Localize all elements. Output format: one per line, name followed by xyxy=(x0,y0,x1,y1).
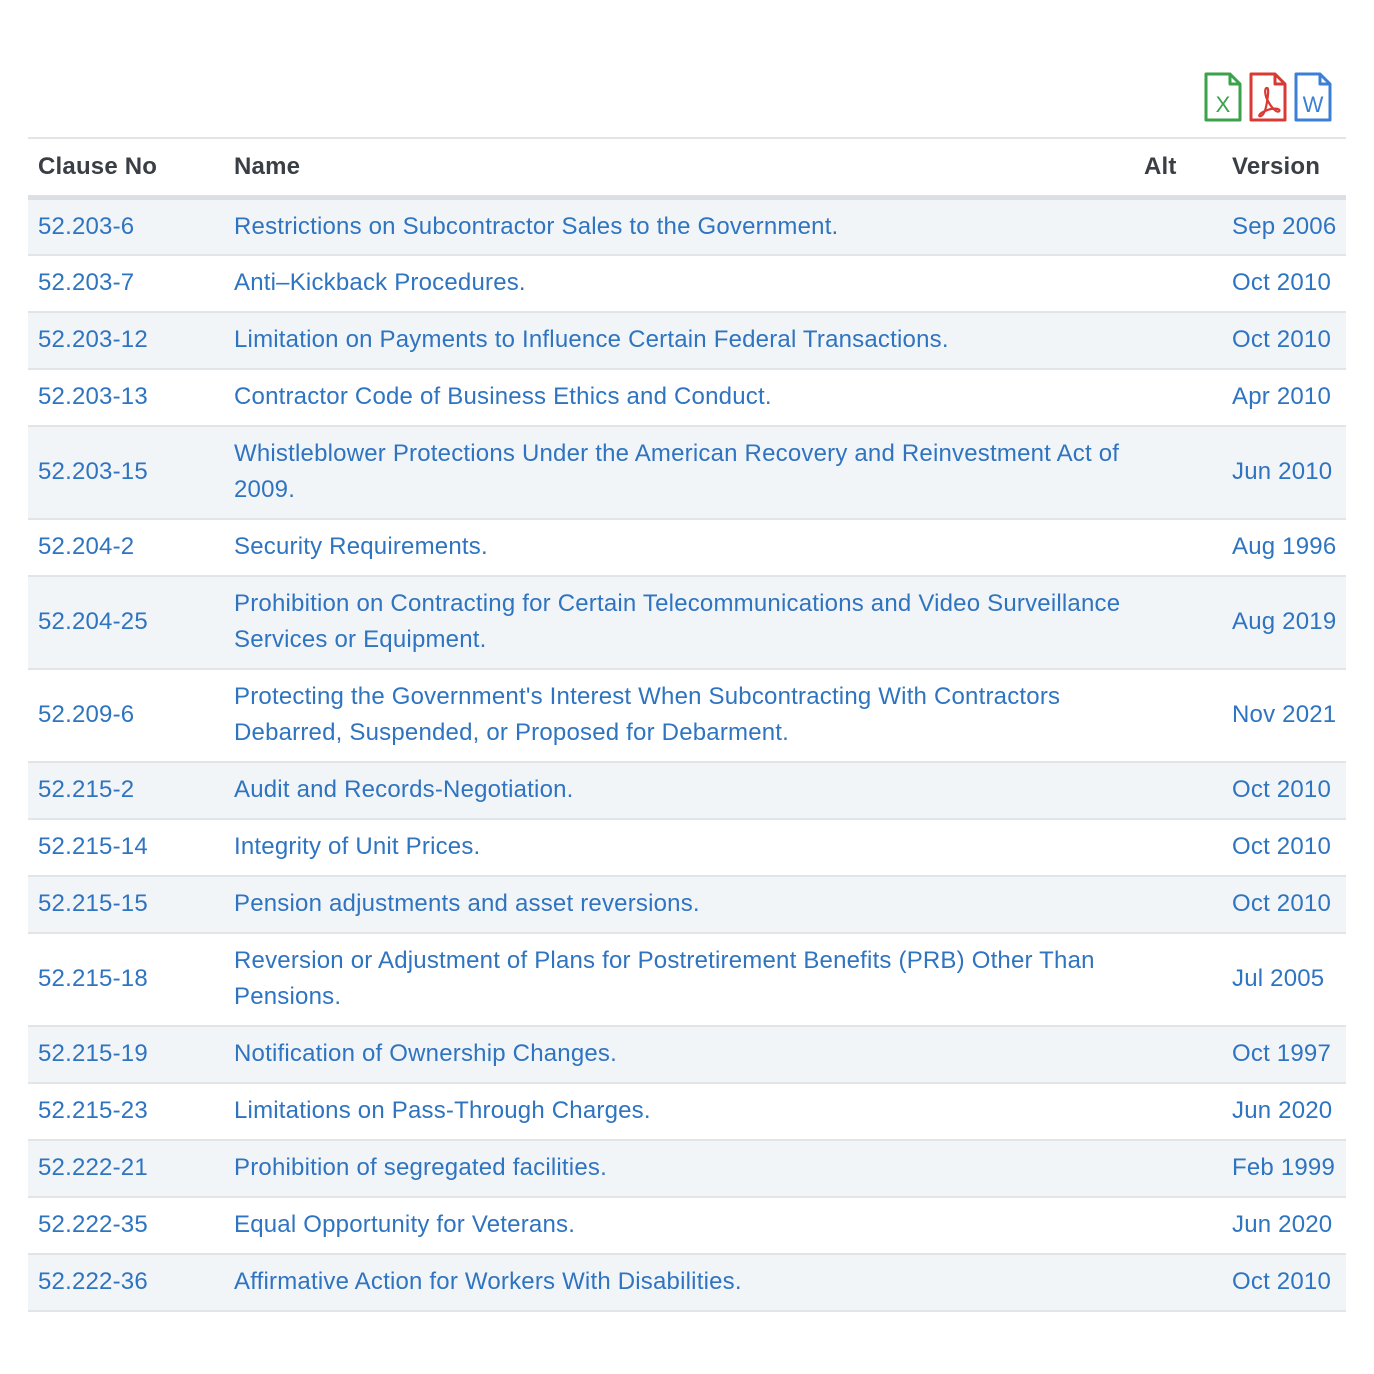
name-cell xyxy=(224,255,1134,312)
table-row xyxy=(28,312,1346,369)
table-row xyxy=(28,519,1346,576)
clause-link[interactable]: 52.204-2 xyxy=(38,533,135,560)
name-link[interactable]: Equal Opportunity for Veterans. xyxy=(234,1211,576,1238)
name-cell xyxy=(224,1254,1134,1311)
clause-cell xyxy=(28,1026,224,1083)
version-cell xyxy=(1222,1083,1346,1140)
version-link[interactable]: Jun 2020 xyxy=(1232,1211,1333,1238)
clause-link[interactable]: 52.203-15 xyxy=(38,458,148,485)
table-row xyxy=(28,669,1346,762)
table-row xyxy=(28,933,1346,1026)
clause-cell xyxy=(28,369,224,426)
alt-cell xyxy=(1134,669,1222,762)
clause-cell xyxy=(28,933,224,1026)
clause-link[interactable]: 52.222-21 xyxy=(38,1154,148,1181)
alt-cell xyxy=(1134,819,1222,876)
header-alt[interactable]: Alt xyxy=(1134,138,1222,198)
clause-link[interactable]: 52.203-6 xyxy=(38,212,135,240)
name-link[interactable]: Affirmative Action for Workers With Disabilities. xyxy=(234,1268,742,1295)
alt-cell xyxy=(1134,519,1222,576)
name-link[interactable]: Reversion or Adjustment of Plans for Postretirement Benefits (PRB) Other Than Pensions. xyxy=(234,947,1095,1010)
clause-link[interactable]: 52.203-7 xyxy=(38,269,135,296)
clause-cell xyxy=(28,762,224,819)
name-link[interactable]: Audit and Records-Negotiation. xyxy=(234,776,574,803)
clause-cell xyxy=(28,1254,224,1311)
name-cell xyxy=(224,198,1134,255)
version-cell xyxy=(1222,369,1346,426)
alt-cell xyxy=(1134,576,1222,669)
word-icon-letter: W xyxy=(1302,92,1324,117)
clause-link[interactable]: 52.222-36 xyxy=(38,1268,148,1295)
alt-cell xyxy=(1134,933,1222,1026)
alt-cell xyxy=(1134,1254,1222,1311)
header-version[interactable]: Version xyxy=(1222,138,1346,198)
table-row xyxy=(28,198,1346,255)
version-link[interactable]: Oct 2010 xyxy=(1232,833,1331,860)
version-cell xyxy=(1222,576,1346,669)
version-cell xyxy=(1222,426,1346,519)
clause-cell xyxy=(28,669,224,762)
version-cell xyxy=(1222,255,1346,312)
alt-cell xyxy=(1134,762,1222,819)
table-row xyxy=(28,819,1346,876)
name-link[interactable]: Prohibition on Contracting for Certain Telecommunications and Video Surveillance Services or Equipment. xyxy=(234,590,1121,653)
alt-cell xyxy=(1134,1026,1222,1083)
clause-link[interactable]: 52.222-35 xyxy=(38,1211,148,1238)
name-link[interactable]: Limitation on Payments to Influence Certain Federal Transactions. xyxy=(234,326,949,353)
name-link[interactable]: Anti–Kickback Procedures. xyxy=(234,269,526,296)
alt-cell xyxy=(1134,255,1222,312)
clause-link[interactable]: 52.204-25 xyxy=(38,608,148,635)
name-link[interactable]: Limitations on Pass-Through Charges. xyxy=(234,1097,651,1124)
excel-icon-letter: X xyxy=(1215,92,1231,117)
name-cell xyxy=(224,933,1134,1026)
version-cell xyxy=(1222,519,1346,576)
export-excel-button[interactable] xyxy=(1204,72,1242,122)
name-cell xyxy=(224,876,1134,933)
name-cell xyxy=(224,1026,1134,1083)
name-cell xyxy=(224,669,1134,762)
version-cell xyxy=(1222,933,1346,1026)
name-link[interactable]: Restrictions on Subcontractor Sales to the Government. xyxy=(234,212,839,240)
clause-cell xyxy=(28,1197,224,1254)
clause-cell xyxy=(28,519,224,576)
name-cell xyxy=(224,762,1134,819)
name-cell xyxy=(224,576,1134,669)
version-link[interactable]: Nov 2021 xyxy=(1232,701,1337,728)
clause-link[interactable]: 52.215-23 xyxy=(38,1097,148,1124)
version-link[interactable]: Oct 2010 xyxy=(1232,890,1331,917)
name-link[interactable]: Security Requirements. xyxy=(234,533,488,560)
version-link[interactable]: Sep 2006 xyxy=(1232,212,1337,240)
version-cell xyxy=(1222,819,1346,876)
alt-cell xyxy=(1134,312,1222,369)
version-cell xyxy=(1222,669,1346,762)
clause-cell xyxy=(28,819,224,876)
version-cell xyxy=(1222,1254,1346,1311)
alt-cell xyxy=(1134,1140,1222,1197)
version-link[interactable]: Jul 2005 xyxy=(1232,965,1325,992)
excel-file-icon xyxy=(1204,72,1242,122)
clause-link[interactable]: 52.215-14 xyxy=(38,833,148,860)
name-cell xyxy=(224,1140,1134,1197)
name-link[interactable]: Prohibition of segregated facilities. xyxy=(234,1154,607,1181)
table-row xyxy=(28,576,1346,669)
name-cell xyxy=(224,519,1134,576)
version-cell xyxy=(1222,762,1346,819)
name-cell xyxy=(224,1197,1134,1254)
clause-cell xyxy=(28,1140,224,1197)
header-name[interactable]: Name xyxy=(224,138,1134,198)
alt-cell xyxy=(1134,369,1222,426)
alt-cell xyxy=(1134,426,1222,519)
table-row xyxy=(28,762,1346,819)
clause-link[interactable]: 52.215-19 xyxy=(38,1040,148,1067)
version-link[interactable]: Oct 2010 xyxy=(1232,269,1331,296)
version-link[interactable]: Oct 1997 xyxy=(1232,1040,1331,1067)
table-row xyxy=(28,1140,1346,1197)
name-link[interactable]: Contractor Code of Business Ethics and Conduct. xyxy=(234,383,772,410)
version-cell xyxy=(1222,198,1346,255)
clause-link[interactable]: 52.203-13 xyxy=(38,383,148,410)
alt-cell xyxy=(1134,876,1222,933)
name-cell xyxy=(224,426,1134,519)
clause-link[interactable]: 52.215-15 xyxy=(38,890,148,917)
version-link[interactable]: Oct 2010 xyxy=(1232,776,1331,803)
clause-link[interactable]: 52.209-6 xyxy=(38,701,135,728)
table-row xyxy=(28,1026,1346,1083)
version-cell xyxy=(1222,1026,1346,1083)
name-link[interactable]: Protecting the Government's Interest When Subcontracting With Contractors Debarred, Suspended, or Proposed for Debarment. xyxy=(234,683,1061,746)
name-link[interactable]: Notification of Ownership Changes. xyxy=(234,1040,617,1067)
clause-link[interactable]: 52.215-18 xyxy=(38,965,148,992)
export-pdf-button[interactable] xyxy=(1249,72,1287,122)
clauses-table xyxy=(28,137,1346,1312)
name-cell xyxy=(224,819,1134,876)
version-link[interactable]: Feb 1999 xyxy=(1232,1154,1336,1181)
clause-cell xyxy=(28,876,224,933)
table-row xyxy=(28,1083,1346,1140)
version-link[interactable]: Oct 2010 xyxy=(1232,326,1331,353)
table-row xyxy=(28,1254,1346,1311)
clause-cell xyxy=(28,576,224,669)
name-cell xyxy=(224,1083,1134,1140)
alt-cell xyxy=(1134,1083,1222,1140)
name-cell xyxy=(224,312,1134,369)
name-link[interactable]: Whistleblower Protections Under the American Recovery and Reinvestment Act of 2009. xyxy=(234,440,1120,503)
clause-cell xyxy=(28,198,224,255)
version-link[interactable]: Apr 2010 xyxy=(1232,383,1332,410)
version-cell xyxy=(1222,1197,1346,1254)
table-row xyxy=(28,426,1346,519)
export-word-button[interactable] xyxy=(1294,72,1332,122)
version-cell xyxy=(1222,876,1346,933)
alt-cell xyxy=(1134,198,1222,255)
clause-cell xyxy=(28,426,224,519)
version-link[interactable]: Oct 2010 xyxy=(1232,1268,1331,1295)
version-link[interactable]: Jun 2010 xyxy=(1232,458,1333,485)
version-link[interactable]: Aug 2019 xyxy=(1232,608,1337,635)
version-link[interactable]: Jun 2020 xyxy=(1232,1097,1333,1124)
version-cell xyxy=(1222,312,1346,369)
table-header-row xyxy=(28,138,1346,198)
export-toolbar xyxy=(1204,72,1332,122)
pdf-file-icon xyxy=(1249,72,1287,122)
alt-cell xyxy=(1134,1197,1222,1254)
table-row xyxy=(28,255,1346,312)
header-clause-no[interactable]: Clause No xyxy=(28,138,224,198)
table-row xyxy=(28,369,1346,426)
name-link[interactable]: Integrity of Unit Prices. xyxy=(234,833,481,860)
clause-cell xyxy=(28,1083,224,1140)
name-cell xyxy=(224,369,1134,426)
clause-link[interactable]: 52.215-2 xyxy=(38,776,135,803)
table-row xyxy=(28,1197,1346,1254)
clause-link[interactable]: 52.203-12 xyxy=(38,326,148,353)
table-row xyxy=(28,876,1346,933)
version-link[interactable]: Aug 1996 xyxy=(1232,533,1337,560)
word-file-icon xyxy=(1294,72,1332,122)
clause-cell xyxy=(28,255,224,312)
version-cell xyxy=(1222,1140,1346,1197)
name-link[interactable]: Pension adjustments and asset reversions. xyxy=(234,890,700,917)
clause-cell xyxy=(28,312,224,369)
